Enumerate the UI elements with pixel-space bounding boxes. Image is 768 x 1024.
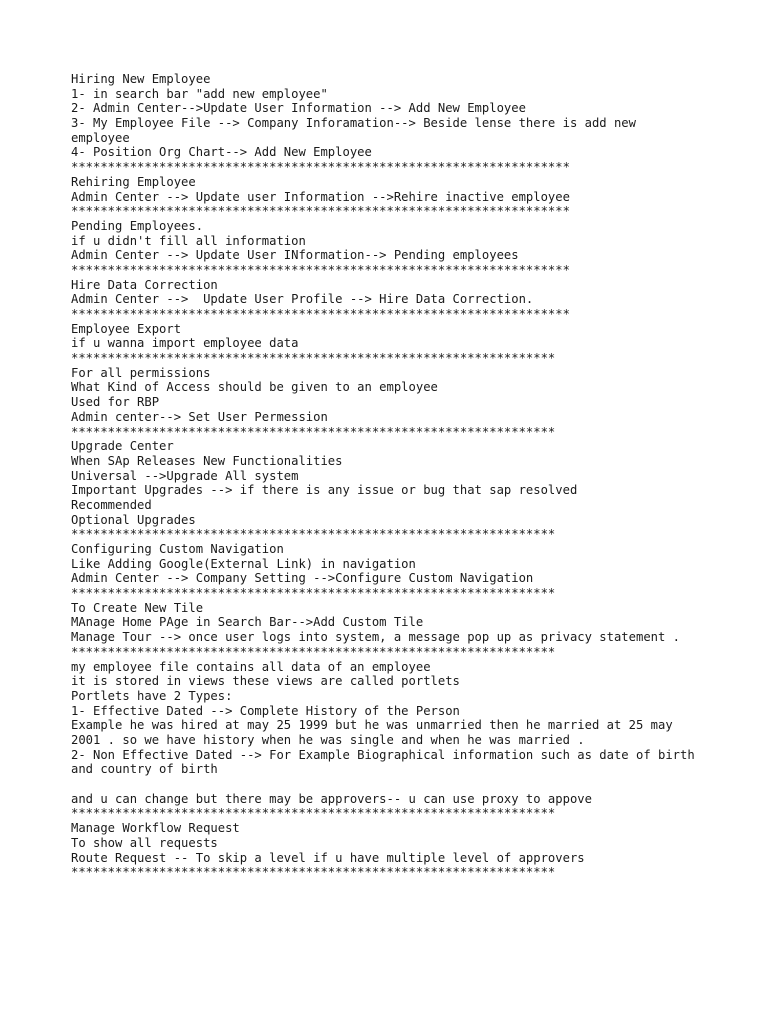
text-line: Admin center--> Set User Permession: [71, 409, 328, 424]
text-line: Important Upgrades --> if there is any issue or bug that sap resolved: [71, 483, 578, 498]
separator-line: ******************************************************************: [71, 586, 556, 601]
text-line: Admin Center --> Company Setting -->Configure Custom Navigation: [71, 571, 534, 586]
section-hire-data-correction: [71, 278, 711, 322]
section-heading: Manage Workflow Request: [71, 821, 240, 836]
text-line: it is stored in views these views are called portlets: [71, 674, 460, 689]
section-pending-employees: [71, 219, 711, 278]
text-line: When SAp Releases New Functionalities: [71, 453, 343, 468]
text-line: 4- Position Org Chart--> Add New Employee: [71, 145, 372, 160]
text-line: 2- Non Effective Dated --> For Example Biographical information such as date of birth and country of birth: [71, 747, 703, 777]
section-heading: Hire Data Correction: [71, 277, 218, 292]
text-line: Admin Center --> Update User INformation--> Pending employees: [71, 248, 519, 263]
section-employee-file-portlets: [71, 660, 711, 822]
section-upgrade-center: [71, 439, 711, 542]
text-line: Admin Center --> Update User Profile --> Hire Data Correction.: [71, 292, 534, 307]
section-heading: Configuring Custom Navigation: [71, 542, 284, 557]
separator-line: ********************************************************************: [71, 262, 570, 277]
text-line: 2- Admin Center-->Update User Information --> Add New Employee: [71, 101, 526, 116]
text-line: Used for RBP: [71, 395, 160, 410]
text-line: Portlets have 2 Types:: [71, 688, 233, 703]
separator-line: ********************************************************************: [71, 307, 570, 322]
section-heading: For all permissions: [71, 365, 211, 380]
separator-line: ******************************************************************: [71, 644, 556, 659]
text-line: Universal -->Upgrade All system: [71, 468, 299, 483]
text-line: Like Adding Google(External Link) in navigation: [71, 556, 416, 571]
separator-line: ******************************************************************: [71, 424, 556, 439]
blank-line: [71, 777, 711, 792]
text-line: 1- Effective Dated --> Complete History of the Person: [71, 703, 460, 718]
separator-line: ********************************************************************: [71, 160, 570, 175]
text-line: 1- in search bar "add new employee": [71, 86, 328, 101]
text-line: To show all requests: [71, 835, 218, 850]
section-employee-export: [71, 322, 711, 366]
text-line: if u didn't fill all information: [71, 233, 306, 248]
section-heading: Employee Export: [71, 321, 182, 336]
separator-line: ******************************************************************: [71, 527, 556, 542]
section-create-new-tile: [71, 601, 711, 660]
separator-line: ******************************************************************: [71, 351, 556, 366]
text-line: MAnage Home PAge in Search Bar-->Add Custom Tile: [71, 615, 424, 630]
section-manage-workflow-request: [71, 821, 711, 880]
section-heading: my employee file contains all data of an employee: [71, 659, 431, 674]
section-permissions: [71, 366, 711, 439]
section-rehiring-employee: [71, 175, 711, 219]
text-line: Recommended: [71, 497, 152, 512]
text-line: What Kind of Access should be given to an employee: [71, 380, 438, 395]
separator-line: ******************************************************************: [71, 865, 556, 880]
section-heading: To Create New Tile: [71, 600, 204, 615]
section-heading: Hiring New Employee: [71, 72, 211, 86]
section-heading: Upgrade Center: [71, 439, 174, 454]
text-line: Manage Tour --> once user logs into system, a message pop up as privacy statement .: [71, 630, 681, 645]
section-heading: Rehiring Employee: [71, 174, 196, 189]
text-line: Admin Center --> Update user Information -->Rehire inactive employee: [71, 189, 570, 204]
text-line: Route Request -- To skip a level if u have multiple level of approvers: [71, 850, 585, 865]
text-line: Example he was hired at may 25 1999 but he was unmarried then he married at 25 may 2001 . so we have history when he was single and when he was married .: [71, 718, 681, 747]
separator-line: ********************************************************************: [71, 204, 570, 219]
section-heading: Pending Employees.: [71, 218, 204, 233]
section-hiring-new-employee: [71, 72, 711, 175]
text-line: 3- My Employee File --> Company Inforamation--> Beside lense there is add new employee: [71, 116, 644, 145]
section-custom-navigation: [71, 542, 711, 601]
text-line: if u wanna import employee data: [71, 336, 299, 351]
text-line: and u can change but there may be approvers-- u can use proxy to appove: [71, 791, 592, 806]
text-line: Optional Upgrades: [71, 512, 196, 527]
separator-line: ******************************************************************: [71, 806, 556, 821]
document-body: [71, 72, 711, 880]
